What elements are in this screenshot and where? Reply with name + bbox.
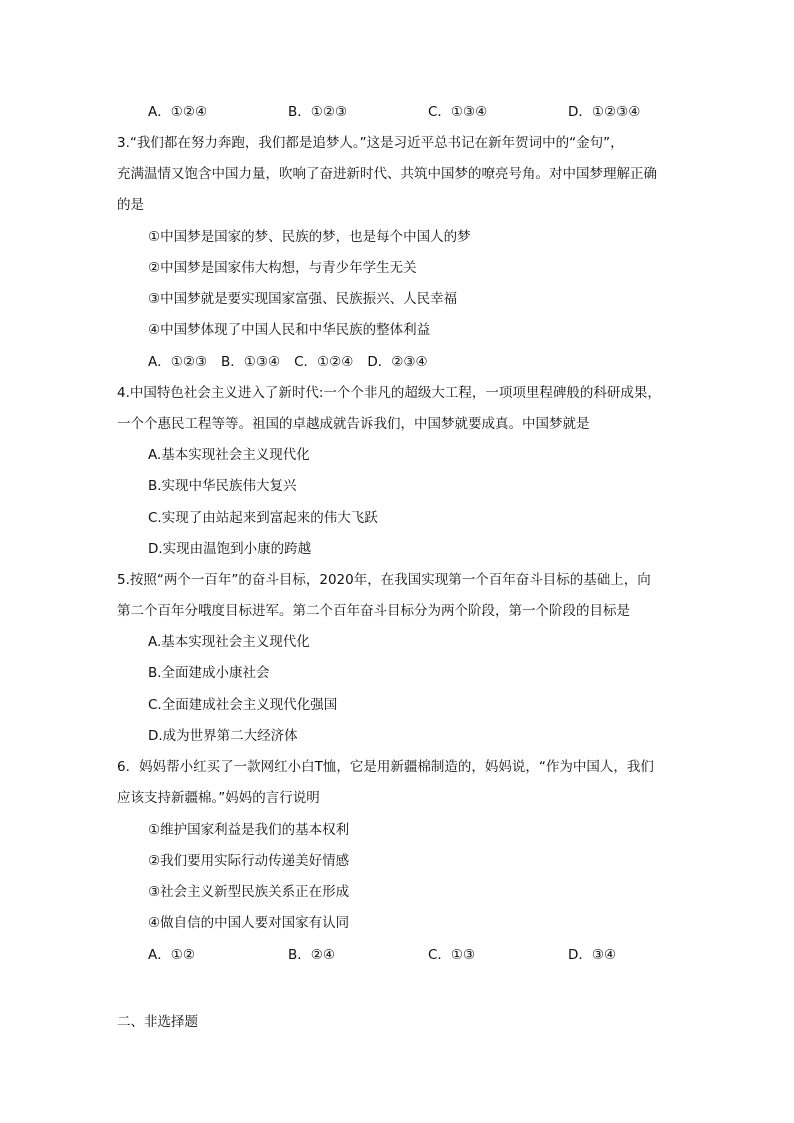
q3-option-b: B．①③④ xyxy=(221,354,281,370)
q4-option-d: D.实现由温饱到小康的跨越 xyxy=(148,541,312,557)
q6-options xyxy=(148,945,708,965)
q6-stem-line1: 6．妈妈帮小红买了一款网红小白T恤，它是用新疆棉制造的，妈妈说，“作为中国人，我们 xyxy=(117,759,654,775)
q5-option-a: A.基本实现社会主义现代化 xyxy=(148,634,310,650)
q6-option-a: A．①② xyxy=(148,947,195,963)
q6-statement-3: ③社会主义新型民族关系正在形成 xyxy=(148,884,350,900)
q5-stem-line1: 5.按照“两个一百年”的奋斗目标，2020年，在我国实现第一个百年奋斗目标的基础上，向 xyxy=(117,572,651,588)
q2-option-d: D．①②③④ xyxy=(568,104,641,120)
q3-stem-line2: 充满温情又饱含中国力量，吹响了奋进新时代、共筑中国梦的嘹亮号角。对中国梦理解正确 xyxy=(117,166,657,182)
q3-statement-4: ④中国梦体现了中国人民和中华民族的整体利益 xyxy=(148,322,431,338)
q3-option-c: C．①②④ xyxy=(294,354,354,370)
section2-title: 二、非选择题 xyxy=(117,1014,198,1030)
q6-statement-1: ①维护国家利益是我们的基本权利 xyxy=(148,822,350,838)
q3-statement-3: ③中国梦就是要实现国家富强、民族振兴、人民幸福 xyxy=(148,291,458,307)
q3-statement-2: ②中国梦是国家伟大构想，与青少年学生无关 xyxy=(148,260,417,276)
q3-option-a: A．①②③ xyxy=(148,354,208,370)
q4-option-a: A.基本实现社会主义现代化 xyxy=(148,447,310,463)
q6-option-d: D．③④ xyxy=(568,947,617,963)
q4-option-c: C.实现了由站起来到富起来的伟大飞跃 xyxy=(148,510,378,526)
q5-stem-line2: 第二个百年分哦度目标进军。第二个百年奋斗目标分为两个阶段，第一个阶段的目标是 xyxy=(117,603,630,619)
q5-option-b: B.全面建成小康社会 xyxy=(148,665,270,681)
q6-statement-4: ④做自信的中国人要对国家有认同 xyxy=(148,915,350,931)
q3-option-d: D．②③④ xyxy=(367,354,428,370)
q4-stem-line2: 一个个惠民工程等等。祖国的卓越成就告诉我们，中国梦就要成真。中国梦就是 xyxy=(117,416,590,432)
q3-stem-line1: 3.“我们都在努力奔跑，我们都是追梦人。”这是习近平总书记在新年贺词中的“金句”， xyxy=(117,135,624,151)
q4-option-b: B.实现中华民族伟大复兴 xyxy=(148,478,297,494)
q3-stem-line3: 的是 xyxy=(117,197,144,213)
q2-option-b: B．①②③ xyxy=(288,104,348,120)
q2-options xyxy=(148,102,708,122)
q4-stem-line1: 4.中国特色社会主义进入了新时代:一个个非凡的超级大工程，一项项里程碑般的科研成果， xyxy=(117,385,661,401)
q5-option-d: D.成为世界第二大经济体 xyxy=(148,728,298,744)
q3-options xyxy=(148,352,442,372)
q6-stem-line2: 应该支持新疆棉。”妈妈的言行说明 xyxy=(117,790,320,806)
q2-option-a: A．①②④ xyxy=(148,104,208,120)
q6-option-b: B．②④ xyxy=(288,947,335,963)
q6-statement-2: ②我们要用实际行动传递美好情感 xyxy=(148,853,350,869)
q5-option-c: C.全面建成社会主义现代化强国 xyxy=(148,697,338,713)
q3-statement-1: ①中国梦是国家的梦、民族的梦，也是每个中国人的梦 xyxy=(148,229,471,245)
q6-option-c: C．①③ xyxy=(428,947,476,963)
q2-option-c: C．①③④ xyxy=(428,104,488,120)
